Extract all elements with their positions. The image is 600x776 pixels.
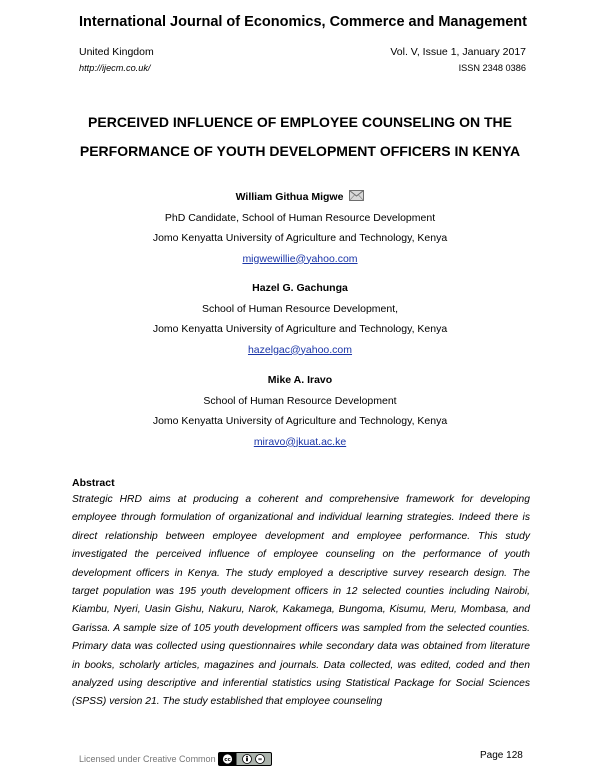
svg-text:=: = <box>257 757 262 763</box>
author-email-link[interactable]: miravo@jkuat.ac.ke <box>253 435 347 448</box>
license-text: Licensed under Creative Common <box>79 754 216 764</box>
author-name: Mike A. Iravo <box>267 374 333 386</box>
license-footer <box>79 752 272 766</box>
author-name: William Githua Migwe <box>235 191 344 203</box>
journal-issn: ISSN 2348 0386 <box>458 63 526 73</box>
author-affiliation: PhD Candidate, School of Human Resource Development <box>164 211 436 224</box>
paper-title <box>40 108 560 166</box>
author-affiliation: School of Human Resource Development, <box>201 302 399 315</box>
paper-title-line-1: PERCEIVED INFLUENCE OF EMPLOYEE COUNSELING ON THE <box>88 114 512 130</box>
author-block-1 <box>40 187 560 269</box>
abstract-text: Strategic HRD aims at producing a coherent and comprehensive framework for developing employee through formulation of organizational and individual learning strategies. Indeed there is direct relationship between employee development and employee performance. This study investigated the perceived influence of employee counseling on the performance of youth development officers in Kenya. The study employed a descriptive survey research design. The target population was 195 youth development officers in 12 selected counties including Nairobi, Kiambu, Nyeri, Uasin Gishu, Nakuru, Narok, Kakamega, Bungoma, Kisumu, Meru, Mombasa, and Garissa. A sample size of 105 youth development officers was sampled from the selected counties. Primary data was collected using questionnaires while secondary data was obtained from literature in books, scholarly articles, magazines and journals. Data collected, was edited, coded and then analyzed using descriptive and inferential statistics using Statistical Package for Social Sciences (SPSS) version 21. The study established that employee counseling <box>72 494 530 708</box>
journal-country: United Kingdom <box>79 46 154 58</box>
author-affiliation: School of Human Resource Development <box>203 394 397 407</box>
svg-text:cc: cc <box>223 757 231 763</box>
author-university: Jomo Kenyatta University of Agriculture and Technology, Kenya <box>152 323 448 335</box>
page-number: Page 128 <box>480 750 523 761</box>
abstract-heading: Abstract <box>72 477 115 489</box>
journal-url-link[interactable]: http://ijecm.co.uk/ <box>79 63 151 73</box>
header-row-2 <box>79 63 526 73</box>
author-email-link[interactable]: migwewillie@yahoo.com <box>242 252 358 265</box>
author-university: Jomo Kenyatta University of Agriculture and Technology, Kenya <box>152 415 448 427</box>
paper-title-line-2: PERFORMANCE OF YOUTH DEVELOPMENT OFFICERS IN KENYA <box>79 143 521 159</box>
journal-volume: Vol. V, Issue 1, January 2017 <box>390 46 526 58</box>
author-block-3 <box>40 370 560 452</box>
creative-commons-badge-icon[interactable] <box>218 752 272 766</box>
author-email-link[interactable]: hazelgac@yahoo.com <box>247 343 353 356</box>
header-row-1 <box>79 46 526 58</box>
author-name: Hazel G. Gachunga <box>252 282 348 294</box>
author-university: Jomo Kenyatta University of Agriculture and Technology, Kenya <box>152 232 448 244</box>
journal-title: International Journal of Economics, Commerce and Management <box>79 14 527 30</box>
mail-icon[interactable] <box>349 190 364 201</box>
author-block-2 <box>40 278 560 360</box>
